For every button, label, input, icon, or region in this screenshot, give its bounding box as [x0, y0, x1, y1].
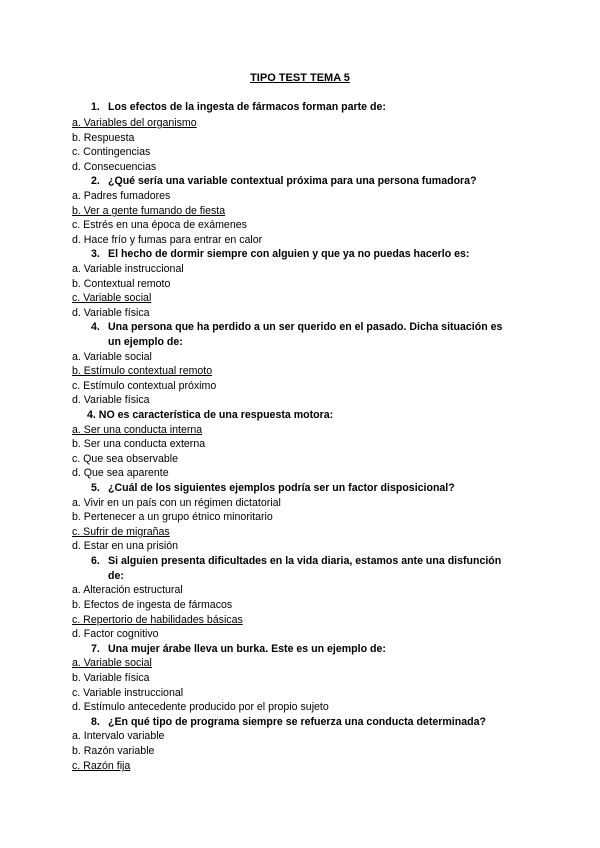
option-4b-d: d. Que sea aparente: [72, 467, 169, 479]
question-4: [91, 320, 531, 349]
question-number: 1.: [91, 101, 100, 113]
question-number: 5.: [91, 482, 100, 494]
option-1c: c. Contingencias: [72, 146, 151, 158]
option-2a: a. Padres fumadores: [72, 190, 171, 202]
option-4b-a: a. Ser una conducta interna: [72, 424, 203, 436]
option-4d: d. Variable física: [72, 394, 150, 406]
option-1d: d. Consecuencias: [72, 161, 157, 173]
question-text: NO es característica de una respuesta motora:: [98, 409, 334, 421]
question-text: Una mujer árabe lleva un burka. Este es un ejemplo de:: [108, 643, 386, 655]
option-4b: b. Estímulo contextual remoto: [72, 365, 213, 377]
question-6: [91, 554, 531, 583]
question-number: 7.: [91, 643, 100, 655]
option-2b: b. Ver a gente fumando de fiesta: [72, 205, 226, 217]
option-3c: c. Variable social: [72, 292, 152, 304]
question-2: [91, 174, 531, 189]
option-7d: d. Estímulo antecedente producido por el propio sujeto: [72, 701, 329, 713]
option-5c: c. Sufrir de migrañas: [72, 526, 170, 538]
option-8a: a. Intervalo variable: [72, 730, 165, 742]
question-3: [91, 247, 531, 262]
question-text: ¿Qué sería una variable contextual próxima para una persona fumadora?: [108, 175, 477, 187]
question-text: ¿Cuál de los siguientes ejemplos podría ser un factor disposicional?: [108, 482, 455, 494]
option-7a: a. Variable social: [72, 657, 152, 669]
option-3a: a. Variable instruccional: [72, 263, 184, 275]
question-number: 8.: [91, 716, 100, 728]
question-5: [91, 481, 531, 496]
option-1a: a. Variables del organismo: [72, 117, 197, 129]
option-1b: b. Respuesta: [72, 132, 135, 144]
question-number: 6.: [91, 555, 100, 567]
option-5a: a. Vivir en un país con un régimen dictatorial: [72, 497, 281, 509]
option-4c: c. Estímulo contextual próximo: [72, 380, 217, 392]
option-2d: d. Hace frío y fumas para entrar en calor: [72, 234, 263, 246]
option-8c: c. Razón fija: [72, 760, 131, 772]
question-7: [91, 642, 531, 657]
option-4b-c: c. Que sea observable: [72, 453, 178, 465]
question-text-continued: de:: [108, 569, 124, 582]
option-6b: b. Efectos de ingesta de fármacos: [72, 599, 233, 611]
question-text-continued: un ejemplo de:: [108, 335, 183, 348]
question-number: 2.: [91, 175, 100, 187]
question-8: [91, 715, 531, 730]
question-text: Si alguien presenta dificultades en la vida diaria, estamos ante una disfunción: [108, 555, 502, 567]
question-4b: [87, 408, 527, 423]
option-7b: b. Variable física: [72, 672, 150, 684]
option-8b: b. Razón variable: [72, 745, 155, 757]
question-text: Los efectos de la ingesta de fármacos forman parte de:: [108, 101, 386, 113]
option-4b-b: b. Ser una conducta externa: [72, 438, 206, 450]
option-3d: d. Variable física: [72, 307, 150, 319]
option-7c: c. Variable instruccional: [72, 687, 184, 699]
question-number: 3.: [91, 248, 100, 260]
question-text: ¿En qué tipo de programa siempre se refuerza una conducta determinada?: [108, 716, 486, 728]
option-3b: b. Contextual remoto: [72, 278, 171, 290]
question-text: Una persona que ha perdido a un ser querido en el pasado. Dicha situación es: [108, 321, 503, 333]
option-6c: c. Repertorio de habilidades básicas: [72, 614, 243, 626]
option-6d: d. Factor cognitivo: [72, 628, 159, 640]
option-5d: d. Estar en una prisión: [72, 540, 178, 552]
question-1: [91, 100, 531, 115]
page-title: TIPO TEST TEMA 5: [250, 72, 350, 84]
question-number: 4.: [91, 321, 100, 333]
option-2c: c. Estrés en una época de exámenes: [72, 219, 247, 231]
option-5b: b. Pertenecer a un grupo étnico minoritario: [72, 511, 273, 523]
option-4a: a. Variable social: [72, 351, 152, 363]
question-number: 4.: [87, 409, 96, 421]
question-text: El hecho de dormir siempre con alguien y que ya no puedas hacerlo es:: [108, 248, 470, 260]
option-6a: a. Alteración estructural: [72, 584, 183, 596]
